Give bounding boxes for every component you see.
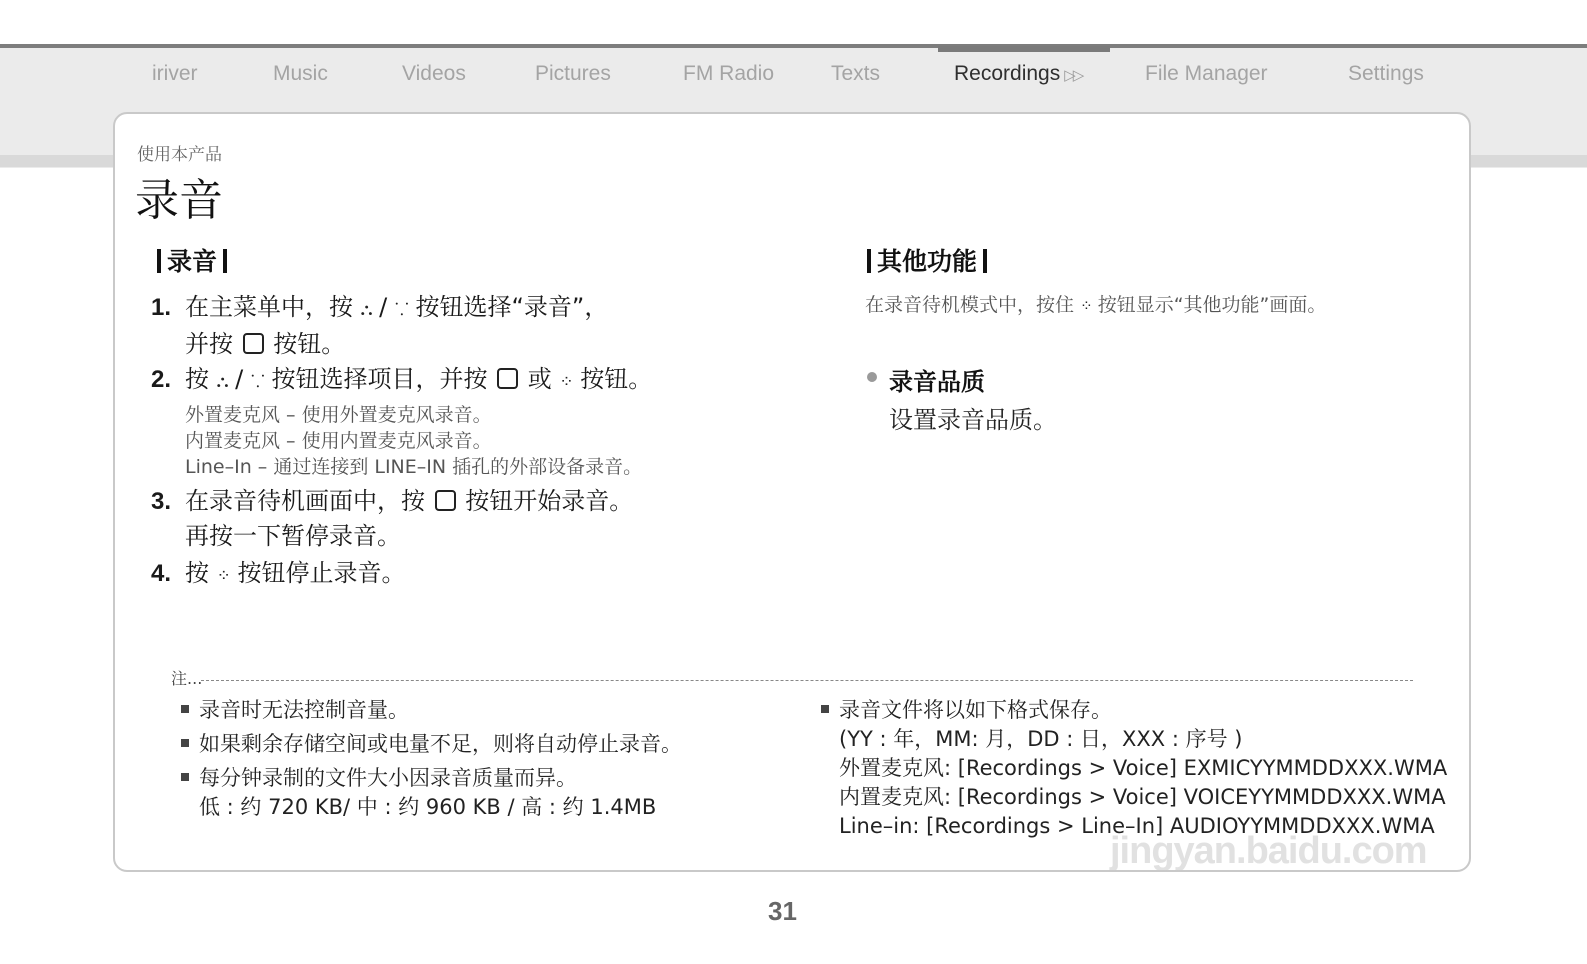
step-text: 再按一下暂停录音。	[185, 522, 401, 550]
notes-left	[181, 696, 682, 822]
square-button-icon	[497, 368, 518, 389]
step-text: 在录音待机画面中，按	[185, 487, 425, 515]
desc-text: 在录音待机模式中，按住	[865, 294, 1075, 316]
other-functions-description	[865, 290, 1326, 317]
active-tab-indicator	[938, 46, 1110, 52]
heading-bar-left	[157, 249, 161, 273]
breadcrumb: 使用本产品	[137, 145, 222, 165]
tab-iriver[interactable]: iriver	[152, 62, 198, 85]
square-bullet-icon	[181, 773, 189, 781]
format-external-mic: 外置麦克风: [Recordings > Voice] EXMICYYMMDDXXX.WMA	[839, 756, 1448, 780]
tab-recordings[interactable]	[954, 62, 1081, 86]
step-3	[151, 484, 633, 553]
content-card	[113, 112, 1471, 872]
step-4	[151, 556, 406, 593]
section-heading-text: 录音	[167, 247, 218, 276]
note-text: 录音文件将以如下格式保存。	[839, 698, 1112, 722]
option-internal-mic: 内置麦克风 – 使用内置麦克风录音。	[185, 430, 492, 452]
square-bullet-icon	[181, 739, 189, 747]
step-number: 1.	[151, 294, 172, 321]
up-icon: ⛬	[360, 300, 372, 320]
tab-settings[interactable]: Settings	[1348, 62, 1424, 85]
notes-right	[821, 696, 1447, 841]
option-external-mic: 外置麦克风 – 使用外置麦克风录音。	[185, 404, 492, 426]
step-text: 按钮开始录音。	[465, 487, 634, 515]
tab-file-manager[interactable]: File Manager	[1145, 62, 1268, 85]
quality-description: 设置录音品质。	[889, 406, 1057, 434]
step-number: 3.	[151, 488, 172, 515]
down-icon: ⸪	[394, 300, 408, 320]
note-divider	[201, 680, 1413, 681]
note-label-text: 注	[171, 669, 188, 688]
double-arrow-icon: ▷▷	[1064, 67, 1082, 84]
heading-bar-right	[223, 249, 227, 273]
step-text: 并按	[185, 330, 233, 358]
section-heading-recording	[151, 242, 233, 278]
section-heading-text: 其他功能	[877, 247, 978, 276]
square-button-icon	[243, 333, 264, 354]
square-button-icon	[435, 490, 456, 511]
step-text: 按	[185, 559, 209, 587]
square-bullet-icon	[821, 705, 829, 713]
up-icon: ⛬	[216, 372, 228, 392]
step-2: 2. 按 ⛬ / ⸪ 按钮选择项目，并按 或 ⁘ 按钮。	[151, 362, 652, 399]
tab-videos[interactable]: Videos	[402, 62, 466, 85]
step-number: 2.	[151, 366, 172, 393]
top-nav	[0, 48, 1587, 110]
note-text: 录音时无法控制音量。	[199, 698, 409, 722]
right-icon: ⁘	[216, 566, 230, 586]
page-title: 录音	[135, 175, 223, 226]
note-item	[181, 696, 682, 725]
note-text: 如果剩余存储空间或电量不足，则将自动停止录音。	[199, 732, 682, 756]
heading-bar-right	[983, 249, 987, 273]
step-1: 1. 在主菜单中，按 ⛬ / ⸪ 按钮选择“录音”， 并按 按钮。	[151, 293, 609, 358]
step-text: 按钮选择项目，并按	[271, 365, 488, 393]
square-bullet-icon	[181, 705, 189, 713]
bullet-dot	[867, 372, 877, 382]
step-text: 按钮选择“录音”，	[415, 293, 609, 321]
option-line-in: Line–In – 通过连接到 LINE–IN 插孔的外部设备录音。	[185, 456, 643, 478]
watermark: jingyan.baidu.com	[1110, 830, 1427, 872]
desc-text: 按钮显示“其他功能”画面。	[1097, 294, 1327, 316]
step-text: 按	[185, 365, 209, 393]
quality-title: 录音品质	[889, 368, 985, 396]
note-label: 注...	[171, 669, 203, 688]
step-text: 或	[527, 365, 552, 393]
format-line-in: Line–in: [Recordings > Line–In] AUDIOYYMMDDXXX.WMA	[839, 814, 1435, 838]
note-item	[181, 730, 682, 759]
step-text: 按钮停止录音。	[237, 559, 406, 587]
step-text: 在主菜单中，按	[185, 293, 353, 321]
note-text: 低 : 约 720 KB/ 中 : 约 960 KB / 高 : 约 1.4MB	[199, 795, 657, 819]
heading-bar-left	[867, 249, 871, 273]
note-item	[181, 764, 682, 822]
step-text: 按钮。	[580, 365, 653, 393]
note-text: 每分钟录制的文件大小因录音质量而异。	[199, 766, 577, 790]
note-item	[821, 696, 1447, 725]
step-number: 4.	[151, 560, 172, 587]
format-legend: (YY : 年，MM: 月，DD : 日，XXX : 序号 )	[839, 727, 1243, 751]
mic-options	[185, 402, 642, 480]
tab-fm-radio[interactable]: FM Radio	[683, 62, 775, 85]
right-icon: ⁘	[559, 372, 573, 392]
tab-music[interactable]: Music	[273, 62, 328, 85]
page-number: 31	[768, 896, 797, 926]
section-heading-other	[861, 242, 993, 278]
format-internal-mic: 内置麦克风: [Recordings > Voice] VOICEYYMMDDXXX.WMA	[839, 785, 1446, 809]
tab-recordings-label: Recordings	[954, 62, 1061, 85]
step-text: 按钮。	[273, 330, 346, 358]
tab-pictures[interactable]: Pictures	[535, 62, 611, 85]
down-icon: ⸪	[250, 372, 264, 392]
tab-texts[interactable]: Texts	[831, 62, 881, 85]
right-icon: ⁘	[1080, 297, 1092, 315]
